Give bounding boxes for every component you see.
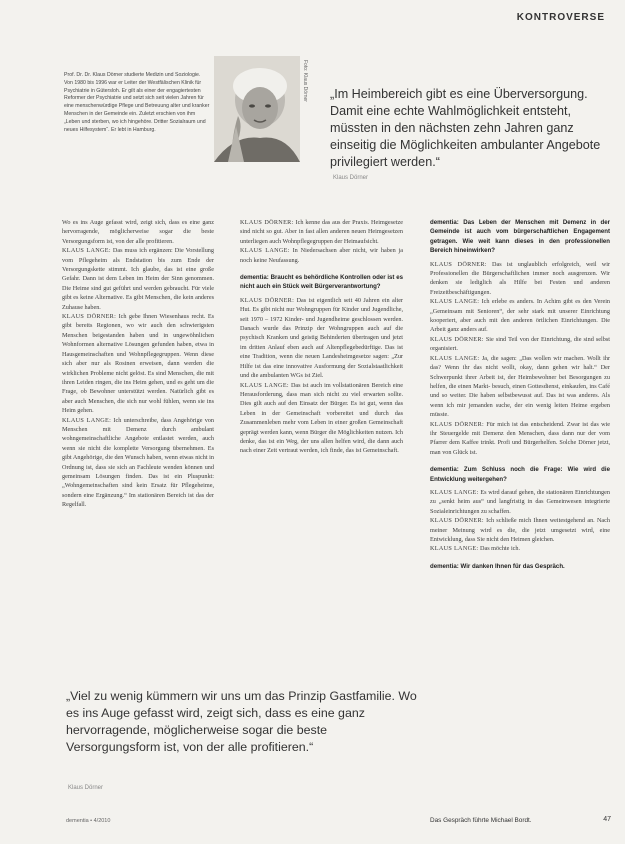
- author-bio: Prof. Dr. Dr. Klaus Dörner studierte Medizin und Soziologie. Von 1980 bis 1996 war er Leiter der Westfälischen Klinik für Psychiatrie in Gütersloh. Er gilt als einer der engagiertesten Reformer der Psychiatrie und setzt sich seit vielen Jahren für eine menschenwürdige Pflege und Betreuung alter und kranker Menschen in der Gemeinde ein. Zuletzt erschien von ihm „Leben und sterben, wo ich hingehöre. Dritter Sozialraum und neues Hilfesystem“. Er lebt in Hamburg.: [64, 72, 210, 133]
- speaker-label: KLAUS DÖRNER:: [430, 260, 487, 268]
- paragraph: KLAUS DÖRNER: Ich schließe mich Ihnen weitestgehend an. Nach meiner Meinung wird es die, die jetzt umgesetzt wird, eine Entwicklung, dass Sie nicht den Heimen gleichen.: [430, 517, 611, 543]
- paragraph: KLAUS LANGE: Ich erlebe es anders. In Achim gibt es den Verein „Gemeinsam mit Senioren“, der sehr stark mit unserer Einrichtung kooperiert, aber auch mit den anderen örtlichen Einrichtungen. Die Arbeit ganz anders auf.: [430, 298, 611, 334]
- speaker-label: KLAUS LANGE:: [430, 545, 479, 553]
- interview-question: dementia: Zum Schluss noch die Frage: Wie wird die Entwicklung weitergehen?: [430, 466, 610, 483]
- page-number: 47: [603, 816, 611, 823]
- pull-quote-bottom: „Viel zu wenig kümmern wir uns um das Prinzip Gastfamilie. Wo es ins Auge gefasst wird, zeigt sich, dass es eine ganz hervorragende, möglicherweise sogar die beste Versorgungsform ist, von der alle profitieren.“: [66, 689, 417, 754]
- speaker-label: KLAUS LANGE:: [430, 298, 480, 306]
- photo-credit: Foto: Klaus Dörner: [302, 60, 308, 102]
- paragraph: KLAUS LANGE: Ich unterschreibe, dass Angehörige von Menschen mit Demenz durch ambulant wohngemeinschaftliche Angebote entlastet werden, auch wenn sie nicht die komplette Versorgung übernehmen. Es gibt Angehörige, die den Wunsch haben, wenn etwas nicht in Ordnung ist, dass sie sich an Fachleute wenden können und gemeinsam Lösungen finden. Das ist ein Pluspunkt: „Wohngemeinschaften sind kein Ersatz für Pflegeheime, sondern eine Ergänzung.“ Im stationären Bereich ist das der Regelfall.: [62, 416, 214, 509]
- paragraph: KLAUS LANGE: Das muss ich ergänzen: Die Vorstellung vom Pflegeheim als Endstation bis zum Ende der Versorgungskette stimmt. Ich glaube, das ist eine große Gefahr. Dann ist dem Leben im Heim der Sinn genommen. Die Heime sind gut geführt und werden gebraucht. Für viele gibt es keine Alternative. Es gibt Menschen, die kein anderes Zuhause haben.: [62, 247, 214, 311]
- article-column-3: [430, 218, 610, 575]
- speaker-label: KLAUS DÖRNER:: [430, 517, 484, 525]
- interview-closing: dementia: Wir danken Ihnen für das Gespräch.: [430, 562, 565, 570]
- paragraph: KLAUS DÖRNER: Das ist unglaublich erfolgreich, weil wir Professionellen die Bürgerschaftlichen immer noch ausgrenzen. Wir denken sie lediglich als Hilfe bei Festen und anderen Freizeitbeschäftigungen.: [430, 260, 611, 296]
- article-column-2: [240, 218, 403, 456]
- pull-quote-top: „Im Heimbereich gibt es eine Überversorgung. Damit eine echte Wahlmöglichkeit entsteht, müssten in den nächsten zehn Jahren ganz einseitig die Möglichkeiten ambulanter Angebote privilegiert werden.“: [330, 87, 601, 169]
- paragraph: KLAUS DÖRNER: Ich kenne das aus der Praxis. Heimgesetze sind nicht so gut. Aber in fast allen anderen neuen Heimgesetzen unterliegen auch Wohnpflegegruppen der Heimaufsicht.: [240, 219, 404, 245]
- speaker-label: KLAUS LANGE:: [430, 488, 479, 496]
- paragraph: KLAUS LANGE: Ja, die sagen: „Das wollen wir machen. Wollt ihr das? Wenn ihr das nicht wollt, okay, dann gehen wir halt.“ Der Schwerpunkt ihrer Arbeit ist, der Heimbewohner bei Besorgungen zu helfen, die einen Markt- besuch, einen Gottesdienst, einkaufen, ins Café und so weiter. Die haben selbstbewusst auf. Das ist was anderes. Als wenn ich mir jemanden suche, der ein wenig leiten Heime ergeben müsste.: [430, 354, 611, 419]
- paragraph: KLAUS DÖRNER: Das ist eigentlich seit 40 Jahren ein alter Hut. Es gibt nicht nur Wohngruppen für Kinder und Jugendliche, seit 1970 – 1972 Kinder- und Jugendheime geschlossen werden. Danach wurde das Prinzip der Wohngruppen auch auf die psychisch Kranken und geistig Behinderten übertragen und jetzt im dritten Anlauf eben auch auf Altenpflegebedürftige. Das ist eine Tradition, wenn die neuen Landesheimgesetze sagen: „Zur Hilfe ist das eine innovative Ausformung der Sozialstaatlichkeit und die ambulanten WGs ist Ziel.: [240, 296, 403, 380]
- footer-issue: dementia • 4/2010: [66, 818, 111, 824]
- speaker-label: KLAUS LANGE:: [430, 354, 480, 362]
- portrait-image: [214, 56, 300, 162]
- paragraph: KLAUS DÖRNER: Ich gebe Ihnen Wiesenhaus recht. Es gibt bereits Regionen, wo wir auch den schwierigsten Menschen beigestanden haben und in ungewöhnlichen Wohnformen alternative Lösungen gefunden haben, etwa in Hausgemeinschaften und Wohnpflegegruppen. Wenn diese sich aber nur als Rosinen erweisen, dann werden die wirklichen Probleme nicht gelöst. Es sind Menschen, die mit ihren Leiden ringen, die ins Heim gehen, und es geht um die Frage, ob Bewohner unterstützt werden. Natürlich gibt es aber auch Menschen, die sich nur wohl fühlen, wenn sie ins Heim gehen.: [62, 313, 215, 415]
- speaker-label: KLAUS LANGE:: [62, 416, 112, 424]
- paragraph: KLAUS LANGE: Das ist auch im vollstationären Bereich eine Herausforderung, dass man sich nicht zu viel erwarten sollte. Dies gilt auch auf den Einsatz der Bürger. Es ist gut, wenn das Leben in der Gemeinschaft vorbereitet und durch das Zusammenleben mehr vom Leben in einer großen Gemeinschaft geprägt werden kann, wenn Bürger die Möglichkeiten nutzen. Ich denke, das ist ein Weg, der uns allen helfen wird, die dann auch nach einer Zeit vertraut werden, ich finde, das ist Gemeinschaft.: [240, 381, 403, 455]
- paragraph: KLAUS LANGE: Es wird darauf gehen, die stationären Einrichtungen zu „senkt heim aus“ und langfristig in das Gemeinwesen integrierte Sozialeinrichtungen zu schaffen.: [430, 488, 610, 515]
- speaker-label: KLAUS DÖRNER:: [430, 420, 485, 428]
- interview-question: dementia: Braucht es behördliche Kontrollen oder ist es nicht auch ein Stück weit Bürgerverantwortung?: [240, 274, 403, 291]
- pull-quote-bottom-attribution: Klaus Dörner: [68, 785, 104, 791]
- author-photo: [214, 56, 300, 162]
- speaker-label: KLAUS LANGE:: [240, 381, 289, 389]
- pull-quote-top-attribution: Klaus Dörner: [333, 175, 369, 181]
- speaker-label: KLAUS LANGE:: [240, 247, 290, 255]
- speaker-label: KLAUS DÖRNER:: [62, 313, 117, 321]
- paragraph: KLAUS LANGE: Das möchte ich.: [430, 545, 521, 553]
- paragraph: KLAUS DÖRNER: Für mich ist das entscheidend. Zwar ist das wie ihr Steuergelde mit Demenz den Menschen, dass dann nur der vom Pfarrer dem Kaffee trinkt. Profi und Bürgerhelfen. Solche Dörner jetzt, man von Glück ist.: [430, 420, 611, 456]
- paragraph: KLAUS LANGE: In Niedersachsen aber nicht, wir haben ja noch keine Neufassung.: [240, 247, 403, 264]
- interview-question: dementia: Das Leben der Menschen mit Demenz in der Gemeinde ist auch vom bürgerschaftlichen Engagement getragen. Wie weit kann dieses in den professionellen Bereich hineinwirken?: [430, 219, 610, 255]
- speaker-label: KLAUS DÖRNER:: [430, 335, 484, 343]
- paragraph: Wo es ins Auge gefasst wird, zeigt sich, dass es eine ganz hervorragende, möglicherweise sogar die beste Versorgungsform ist, von der alle profitieren.: [62, 219, 214, 245]
- paragraph: KLAUS DÖRNER: Sie sind Teil von der Einrichtung, die sind selbst organisiert.: [430, 335, 610, 353]
- article-column-1: [62, 218, 214, 510]
- section-kicker: KONTROVERSE: [516, 12, 605, 23]
- speaker-label: KLAUS DÖRNER:: [240, 219, 294, 226]
- speaker-label: KLAUS LANGE:: [62, 247, 111, 255]
- footer-credit: Das Gespräch führte Michael Bordt.: [430, 817, 532, 824]
- speaker-label: KLAUS DÖRNER:: [240, 296, 295, 304]
